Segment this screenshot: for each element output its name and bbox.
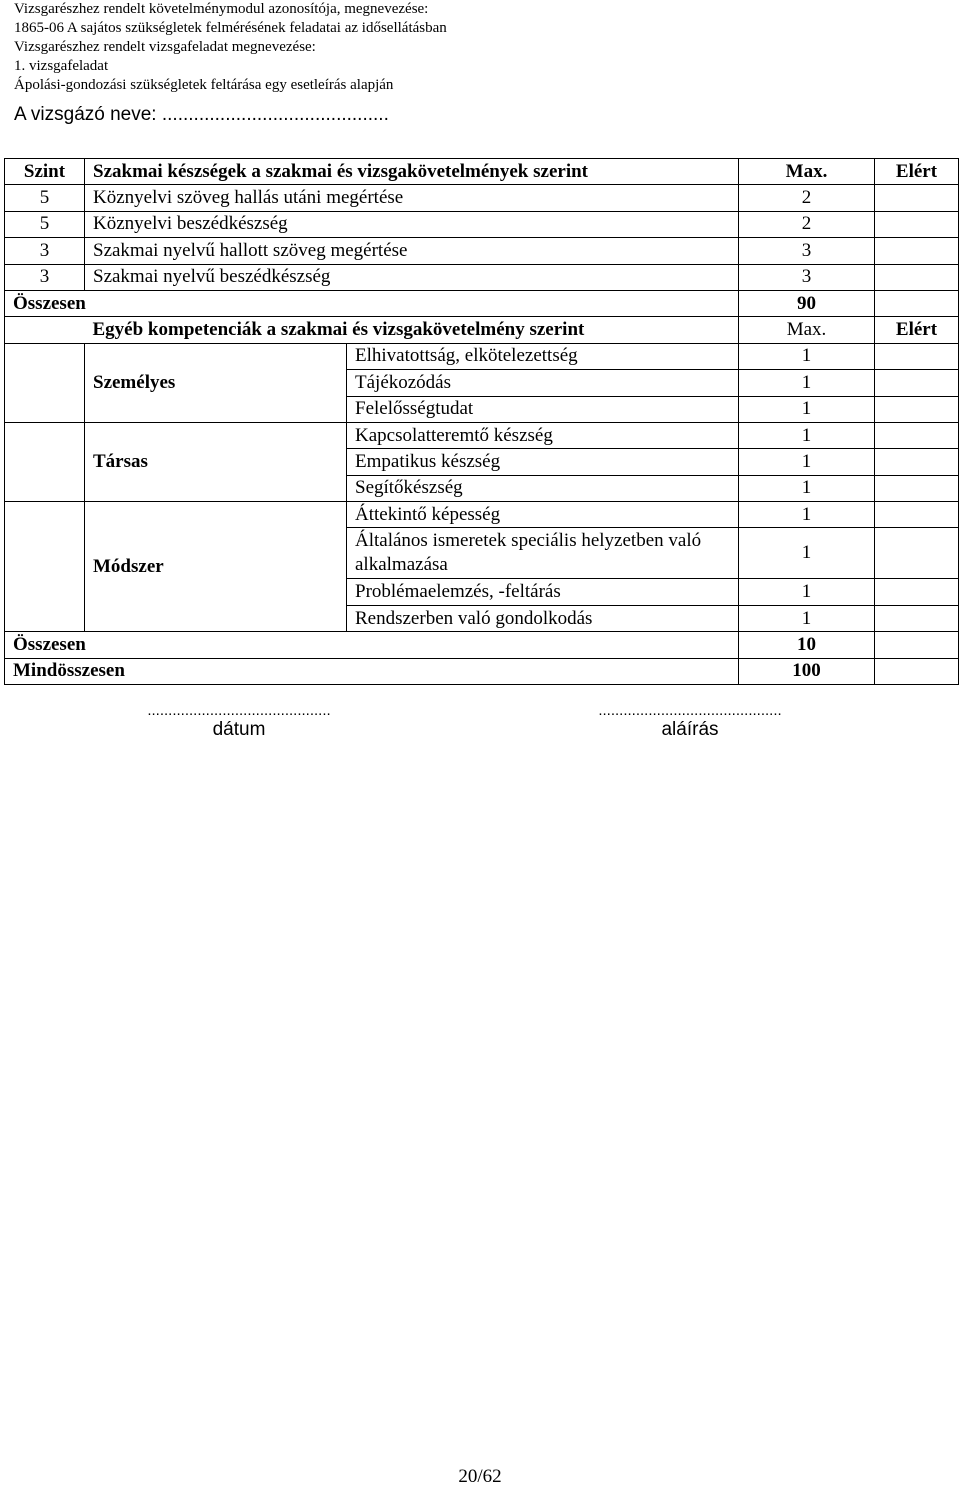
max-cell: 1 bbox=[739, 605, 875, 631]
table-row bbox=[5, 185, 959, 211]
grand-total-achieved-cell[interactable] bbox=[875, 658, 959, 684]
signature-dots: ............................................ bbox=[598, 702, 782, 719]
table1-header-row bbox=[5, 159, 959, 185]
achieved-header: Elért bbox=[875, 317, 959, 343]
competency-cell: Problémaelemzés, -feltárás bbox=[347, 579, 739, 605]
total-label: Összesen bbox=[5, 632, 739, 658]
level-cell: 3 bbox=[5, 264, 85, 290]
group-name-personal: Személyes bbox=[85, 343, 347, 422]
skill-cell: Köznyelvi szöveg hallás utáni megértése bbox=[85, 185, 739, 211]
table1-total-row bbox=[5, 290, 959, 316]
max-header: Max. bbox=[739, 317, 875, 343]
page-number: 20/62 bbox=[458, 1466, 502, 1487]
skill-cell: Köznyelvi beszédkészség bbox=[85, 211, 739, 237]
grand-total-row bbox=[5, 658, 959, 684]
grand-total-label: Mindösszesen bbox=[5, 658, 739, 684]
competency-cell: Empatikus készség bbox=[347, 449, 739, 475]
achieved-cell[interactable] bbox=[875, 422, 959, 448]
achieved-cell[interactable] bbox=[875, 579, 959, 605]
document-header bbox=[14, 0, 447, 95]
signature-label: aláírás bbox=[661, 719, 719, 740]
achieved-cell[interactable] bbox=[875, 238, 959, 264]
max-cell: 3 bbox=[739, 264, 875, 290]
student-name-line: A vizsgázó neve: ........................................... bbox=[14, 104, 389, 125]
group-spacer bbox=[5, 422, 85, 501]
level-cell: 5 bbox=[5, 211, 85, 237]
max-cell: 1 bbox=[739, 579, 875, 605]
max-cell: 1 bbox=[739, 475, 875, 501]
skill-cell: Szakmai nyelvű beszédkészség bbox=[85, 264, 739, 290]
max-cell: 2 bbox=[739, 185, 875, 211]
header-spacer bbox=[5, 317, 85, 343]
level-cell: 5 bbox=[5, 185, 85, 211]
header-line: Vizsgarészhez rendelt vizsgafeladat megnevezése: bbox=[14, 39, 316, 55]
table2-total-row bbox=[5, 632, 959, 658]
max-cell: 1 bbox=[739, 422, 875, 448]
achieved-cell[interactable] bbox=[875, 370, 959, 396]
achieved-cell[interactable] bbox=[875, 343, 959, 369]
table-row bbox=[5, 211, 959, 237]
skill-header: Szakmai készségek a szakmai és vizsgakövetelmények szerint bbox=[85, 159, 739, 185]
achieved-header: Elért bbox=[875, 159, 959, 185]
date-label: dátum bbox=[212, 719, 266, 740]
header-line: 1. vizsgafeladat bbox=[14, 58, 109, 74]
max-cell: 1 bbox=[739, 502, 875, 528]
competency-cell: Általános ismeretek speciális helyzetben való alkalmazása bbox=[347, 528, 739, 579]
total-achieved-cell[interactable] bbox=[875, 632, 959, 658]
table-row bbox=[5, 264, 959, 290]
competency-cell: Tájékozódás bbox=[347, 370, 739, 396]
skill-cell: Szakmai nyelvű hallott szöveg megértése bbox=[85, 238, 739, 264]
header-line: 1865-06 A sajátos szükségletek felmérésének feladatai az idősellátásban bbox=[14, 20, 447, 36]
grand-total-max: 100 bbox=[739, 658, 875, 684]
table-row bbox=[5, 422, 959, 448]
table-row bbox=[5, 343, 959, 369]
total-max: 10 bbox=[739, 632, 875, 658]
table2-header-row bbox=[5, 317, 959, 343]
competency-cell: Felelősségtudat bbox=[347, 396, 739, 422]
competency-cell: Segítőkészség bbox=[347, 475, 739, 501]
achieved-cell[interactable] bbox=[875, 605, 959, 631]
achieved-cell[interactable] bbox=[875, 449, 959, 475]
group-spacer bbox=[5, 502, 85, 632]
competency-cell: Áttekintő képesség bbox=[347, 502, 739, 528]
signature-block bbox=[552, 702, 828, 741]
max-cell: 1 bbox=[739, 396, 875, 422]
date-dots: ............................................ bbox=[147, 702, 331, 719]
total-max: 90 bbox=[739, 290, 875, 316]
max-cell: 2 bbox=[739, 211, 875, 237]
competency-header: Egyéb kompetenciák a szakmai és vizsgakövetelmény szerint bbox=[85, 317, 739, 343]
max-cell: 1 bbox=[739, 449, 875, 475]
level-cell: 3 bbox=[5, 238, 85, 264]
competency-cell: Kapcsolatteremtő készség bbox=[347, 422, 739, 448]
header-line: Ápolási-gondozási szükségletek feltárása egy esetleírás alapján bbox=[14, 77, 394, 93]
achieved-cell[interactable] bbox=[875, 185, 959, 211]
total-label: Összesen bbox=[5, 290, 739, 316]
group-name-method: Módszer bbox=[85, 502, 347, 632]
evaluation-table bbox=[4, 158, 959, 685]
achieved-cell[interactable] bbox=[875, 502, 959, 528]
competency-cell: Rendszerben való gondolkodás bbox=[347, 605, 739, 631]
header-line: Vizsgarészhez rendelt követelménymodul azonosítója, megnevezése: bbox=[14, 1, 429, 17]
achieved-cell[interactable] bbox=[875, 396, 959, 422]
achieved-cell[interactable] bbox=[875, 264, 959, 290]
group-name-social: Társas bbox=[85, 422, 347, 501]
achieved-cell[interactable] bbox=[875, 211, 959, 237]
date-signature-block bbox=[104, 702, 374, 741]
max-header: Max. bbox=[739, 159, 875, 185]
achieved-cell[interactable] bbox=[875, 528, 959, 579]
max-cell: 1 bbox=[739, 370, 875, 396]
max-cell: 1 bbox=[739, 343, 875, 369]
max-cell: 3 bbox=[739, 238, 875, 264]
total-achieved-cell[interactable] bbox=[875, 290, 959, 316]
group-spacer bbox=[5, 343, 85, 422]
table-row bbox=[5, 502, 959, 528]
level-header: Szint bbox=[5, 159, 85, 185]
table-row bbox=[5, 238, 959, 264]
max-cell: 1 bbox=[739, 528, 875, 579]
competency-cell: Elhivatottság, elkötelezettség bbox=[347, 343, 739, 369]
achieved-cell[interactable] bbox=[875, 475, 959, 501]
